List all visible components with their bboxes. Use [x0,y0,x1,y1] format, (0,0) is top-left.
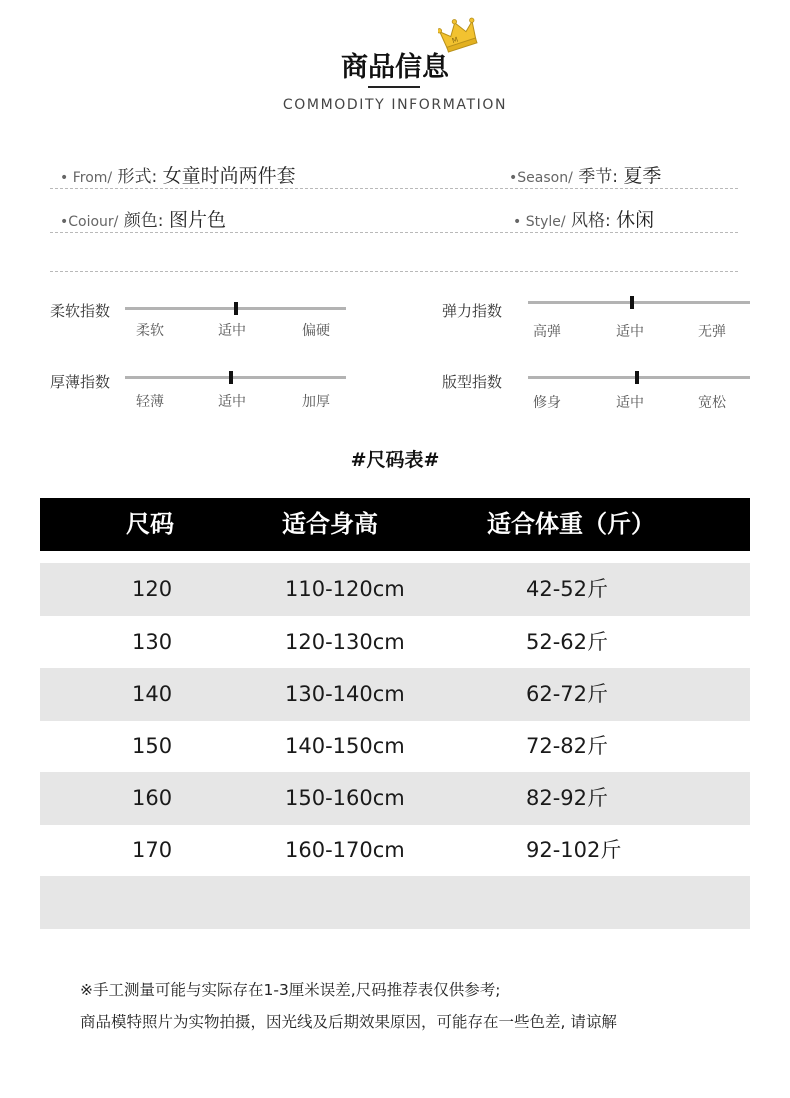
cell-size: 170 [132,838,173,862]
table-row [40,772,750,825]
index-tick: 适中 [218,394,246,410]
index-tick: 适中 [616,395,644,411]
cell-height: 140-150cm [285,734,405,758]
info-from-cn: 形式: [117,167,158,187]
info-season-value: 夏季 [623,165,662,187]
header-size: 尺码 [126,510,174,538]
header-weight: 适合体重（斤） [487,510,655,538]
info-from [60,161,296,188]
cell-weight: 62-72斤 [526,682,609,706]
page-subtitle: COMMODITY INFORMATION [282,97,508,113]
cell-size: 120 [132,577,173,601]
info-colour-value: 图片色 [168,209,226,231]
index-tick: 轻薄 [136,394,164,410]
note-measurement: ※手工测量可能与实际存在1-3厘米误差,尺码推荐表仅供参考; [80,981,501,999]
info-divider [50,188,738,189]
cell-size: 160 [132,786,173,810]
cell-size: 130 [132,630,173,654]
index-tick: 宽松 [698,395,726,411]
info-style-cn: 风格: [571,211,611,231]
cell-weight: 82-92斤 [526,786,609,810]
index-track [528,301,750,304]
note-color-difference: 商品模特照片为实物拍摄，因光线及后期效果原因，可能存在一些色差, 请谅解 [80,1013,617,1031]
info-divider [50,271,738,272]
info-colour-cn: 颜色: [123,211,164,231]
table-row [40,720,750,773]
index-track [125,376,346,379]
index-marker [229,371,233,384]
cell-height: 160-170cm [285,838,405,862]
index-label: 厚薄指数 [50,373,111,391]
table-row [40,616,750,669]
index-label: 版型指数 [442,373,503,391]
index-tick: 偏硬 [302,323,330,339]
table-row [40,668,750,721]
info-divider [50,232,738,233]
cell-weight: 92-102斤 [526,838,622,862]
cell-size: 150 [132,734,173,758]
size-table-header [40,498,750,551]
info-style-value: 休闲 [616,209,655,231]
table-row [40,824,750,877]
cell-height: 110-120cm [285,577,405,601]
index-label: 柔软指数 [50,302,111,320]
svg-text:M: M [451,35,460,46]
index-tick: 适中 [218,323,246,339]
info-style [513,205,654,232]
index-track [528,376,750,379]
info-from-value: 女童时尚两件套 [162,165,296,187]
index-fit [442,369,752,419]
info-from-en: • From/ [60,170,113,186]
index-tick: 无弹 [698,324,726,340]
index-marker [630,296,634,309]
index-tick: 高弹 [533,324,561,340]
index-tick: 适中 [616,324,644,340]
info-season-en: •Season/ [509,170,573,186]
index-tick: 修身 [533,395,561,411]
index-tick: 柔软 [136,323,164,339]
cell-weight: 52-62斤 [526,630,609,654]
size-chart-title: #尺码表# [350,449,440,471]
table-row [40,563,750,616]
header-height: 适合身高 [282,510,378,538]
cell-size: 140 [132,682,173,706]
info-colour-en: •Coiour/ [60,214,119,230]
info-colour [60,205,226,232]
info-style-en: • Style/ [513,214,566,230]
info-season [509,161,661,188]
index-tick: 加厚 [302,394,330,410]
crown-icon [438,14,480,54]
index-marker [635,371,639,384]
index-label: 弹力指数 [442,302,503,320]
page-title: 商品信息 [341,52,449,83]
index-softness [50,298,350,348]
cell-height: 120-130cm [285,630,405,654]
cell-height: 130-140cm [285,682,405,706]
index-thickness [50,369,350,419]
title-underline [368,86,420,88]
info-season-cn: 季节: [578,167,618,187]
cell-weight: 72-82斤 [526,734,609,758]
cell-height: 150-160cm [285,786,405,810]
index-marker [234,302,238,315]
cell-weight: 42-52斤 [526,577,609,601]
table-row [40,876,750,929]
index-elasticity [442,298,752,348]
